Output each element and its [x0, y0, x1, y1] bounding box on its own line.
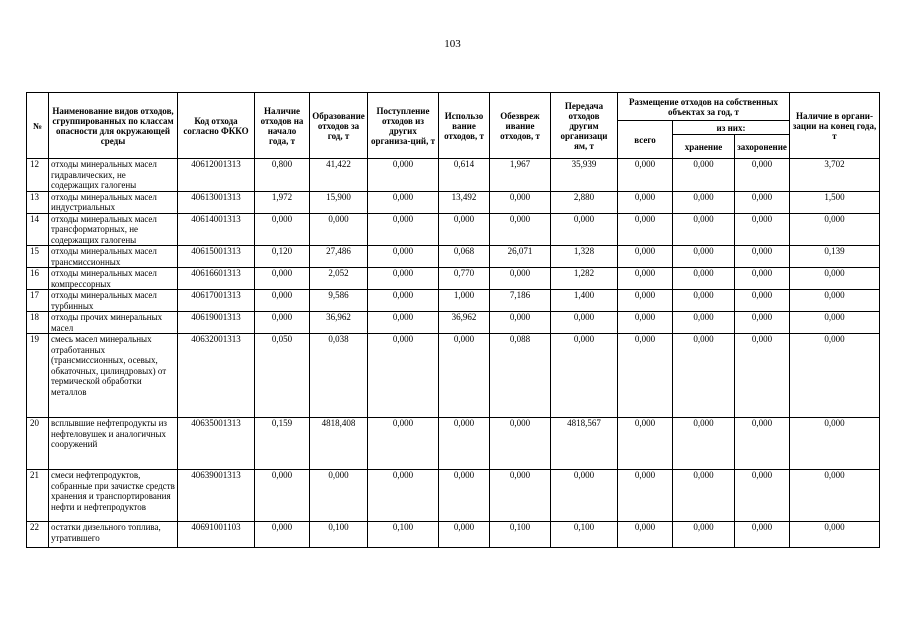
row-number: 13: [27, 191, 49, 213]
placement-total-value: 0,000: [618, 334, 673, 418]
waste-name: отходы минеральных масел гидравлических, не содержащих галогены: [49, 159, 178, 192]
fkko-code: 40616601313: [178, 268, 255, 290]
neutralized-value: 7,186: [490, 290, 551, 312]
end-value: 0,000: [790, 290, 880, 312]
end-value: 0,000: [790, 418, 880, 470]
row-number: 20: [27, 418, 49, 470]
used-value: 0,068: [439, 246, 490, 268]
received-value: 0,000: [368, 159, 439, 192]
waste-name: остатки дизельного топлива, утратившего: [49, 522, 178, 548]
transferred-value: 35,939: [551, 159, 618, 192]
start-value: 0,120: [255, 246, 310, 268]
storage-value: 0,000: [673, 522, 735, 548]
used-value: 13,492: [439, 191, 490, 213]
start-value: 0,000: [255, 213, 310, 246]
end-value: 3,702: [790, 159, 880, 192]
burial-value: 0,000: [735, 522, 790, 548]
storage-value: 0,000: [673, 312, 735, 334]
storage-value: 0,000: [673, 213, 735, 246]
page-number: 103: [444, 38, 461, 50]
burial-value: 0,000: [735, 159, 790, 192]
formed-value: 0,038: [310, 334, 368, 418]
neutralized-value: 0,000: [490, 213, 551, 246]
storage-value: 0,000: [673, 470, 735, 522]
burial-value: 0,000: [735, 470, 790, 522]
transferred-value: 1,282: [551, 268, 618, 290]
table-row: [27, 246, 880, 268]
formed-value: 0,100: [310, 522, 368, 548]
formed-value: 36,962: [310, 312, 368, 334]
table-row: [27, 191, 880, 213]
transferred-value: 0,000: [551, 312, 618, 334]
header-end: Наличие в органи-зации на конец года, т: [790, 93, 880, 159]
received-value: 0,000: [368, 191, 439, 213]
used-value: 1,000: [439, 290, 490, 312]
table-row: [27, 213, 880, 246]
row-number: 21: [27, 470, 49, 522]
header-no: №: [27, 93, 49, 159]
transferred-value: 4818,567: [551, 418, 618, 470]
header-of-which: из них:: [673, 121, 790, 135]
formed-value: 4818,408: [310, 418, 368, 470]
start-value: 0,050: [255, 334, 310, 418]
formed-value: 41,422: [310, 159, 368, 192]
storage-value: 0,000: [673, 191, 735, 213]
neutralized-value: 1,967: [490, 159, 551, 192]
received-value: 0,000: [368, 213, 439, 246]
fkko-code: 40632001313: [178, 334, 255, 418]
formed-value: 0,000: [310, 470, 368, 522]
start-value: 0,000: [255, 312, 310, 334]
received-value: 0,000: [368, 290, 439, 312]
neutralized-value: 0,000: [490, 418, 551, 470]
storage-value: 0,000: [673, 290, 735, 312]
header-burial: захоронение: [735, 135, 790, 159]
received-value: 0,100: [368, 522, 439, 548]
header-total: всего: [618, 121, 673, 159]
formed-value: 2,052: [310, 268, 368, 290]
used-value: 0,000: [439, 522, 490, 548]
used-value: 0,000: [439, 418, 490, 470]
row-number: 15: [27, 246, 49, 268]
waste-name: отходы прочих минеральных масел: [49, 312, 178, 334]
end-value: 0,139: [790, 246, 880, 268]
start-value: 0,000: [255, 268, 310, 290]
transferred-value: 1,328: [551, 246, 618, 268]
transferred-value: 1,400: [551, 290, 618, 312]
end-value: 0,000: [790, 522, 880, 548]
fkko-code: 40613001313: [178, 191, 255, 213]
storage-value: 0,000: [673, 159, 735, 192]
received-value: 0,000: [368, 268, 439, 290]
header-used: Использо вание отходов, т: [439, 93, 490, 159]
start-value: 0,159: [255, 418, 310, 470]
storage-value: 0,000: [673, 246, 735, 268]
neutralized-value: 0,000: [490, 312, 551, 334]
received-value: 0,000: [368, 312, 439, 334]
row-number: 18: [27, 312, 49, 334]
header-neutralized: Обезвреж ивание отходов, т: [490, 93, 551, 159]
waste-name: отходы минеральных масел трансформаторных, не содержащих галогены: [49, 213, 178, 246]
header-code: Код отхода согласно ФККО: [178, 93, 255, 159]
header-start: Наличие отходов на начало года, т: [255, 93, 310, 159]
waste-name: отходы минеральных масел трансмиссионных: [49, 246, 178, 268]
waste-name: отходы минеральных масел компрессорных: [49, 268, 178, 290]
neutralized-value: 0,000: [490, 268, 551, 290]
placement-total-value: 0,000: [618, 312, 673, 334]
end-value: 0,000: [790, 312, 880, 334]
waste-name: смеси нефтепродуктов, собранные при зачистке средств хранения и транспортирования нефти и нефтепродуктов: [49, 470, 178, 522]
start-value: 0,000: [255, 290, 310, 312]
table-row: [27, 418, 880, 470]
row-number: 12: [27, 159, 49, 192]
fkko-code: 40619001313: [178, 312, 255, 334]
placement-total-value: 0,000: [618, 246, 673, 268]
table-body: [27, 159, 880, 548]
neutralized-value: 0,000: [490, 191, 551, 213]
formed-value: 9,586: [310, 290, 368, 312]
formed-value: 0,000: [310, 213, 368, 246]
start-value: 0,000: [255, 522, 310, 548]
burial-value: 0,000: [735, 334, 790, 418]
burial-value: 0,000: [735, 213, 790, 246]
used-value: 0,770: [439, 268, 490, 290]
used-value: 0,000: [439, 470, 490, 522]
table-row: [27, 312, 880, 334]
used-value: 36,962: [439, 312, 490, 334]
transferred-value: 2,880: [551, 191, 618, 213]
start-value: 0,800: [255, 159, 310, 192]
table-row: [27, 470, 880, 522]
used-value: 0,000: [439, 213, 490, 246]
end-value: 0,000: [790, 334, 880, 418]
row-number: 14: [27, 213, 49, 246]
placement-total-value: 0,000: [618, 268, 673, 290]
start-value: 1,972: [255, 191, 310, 213]
row-number: 22: [27, 522, 49, 548]
storage-value: 0,000: [673, 334, 735, 418]
header-transferred: Передача отходов другим организаци ям, т: [551, 93, 618, 159]
storage-value: 0,000: [673, 268, 735, 290]
row-number: 16: [27, 268, 49, 290]
end-value: 0,000: [790, 213, 880, 246]
waste-name: смесь масел минеральных отработанных (трансмиссионных, осевых, обкаточных, цилиндровых) от термической обработки металлов: [49, 334, 178, 418]
transferred-value: 0,000: [551, 334, 618, 418]
table-row: [27, 522, 880, 548]
header-name: Наименование видов отходов, сгруппированных по классам опасности для окружающей среды: [49, 93, 178, 159]
neutralized-value: 26,071: [490, 246, 551, 268]
waste-table: [26, 92, 880, 548]
waste-name: всплывшие нефтепродукты из нефтеловушек и аналогичных сооружений: [49, 418, 178, 470]
header-formed: Образование отходов за год, т: [310, 93, 368, 159]
formed-value: 15,900: [310, 191, 368, 213]
fkko-code: 40617001313: [178, 290, 255, 312]
row-number: 17: [27, 290, 49, 312]
placement-total-value: 0,000: [618, 290, 673, 312]
neutralized-value: 0,100: [490, 522, 551, 548]
start-value: 0,000: [255, 470, 310, 522]
neutralized-value: 0,000: [490, 470, 551, 522]
received-value: 0,000: [368, 418, 439, 470]
transferred-value: 0,000: [551, 213, 618, 246]
burial-value: 0,000: [735, 268, 790, 290]
transferred-value: 0,100: [551, 522, 618, 548]
fkko-code: 40612001313: [178, 159, 255, 192]
header-storage: хранение: [673, 135, 735, 159]
waste-name: отходы минеральных масел индустриальных: [49, 191, 178, 213]
neutralized-value: 0,088: [490, 334, 551, 418]
placement-total-value: 0,000: [618, 470, 673, 522]
end-value: 0,000: [790, 470, 880, 522]
fkko-code: 40639001313: [178, 470, 255, 522]
table-row: [27, 268, 880, 290]
received-value: 0,000: [368, 334, 439, 418]
placement-total-value: 0,000: [618, 159, 673, 192]
table-row: [27, 334, 880, 418]
row-number: 19: [27, 334, 49, 418]
placement-total-value: 0,000: [618, 213, 673, 246]
burial-value: 0,000: [735, 312, 790, 334]
fkko-code: 40614001313: [178, 213, 255, 246]
fkko-code: 40635001313: [178, 418, 255, 470]
burial-value: 0,000: [735, 246, 790, 268]
burial-value: 0,000: [735, 191, 790, 213]
waste-name: отходы минеральных масел турбинных: [49, 290, 178, 312]
received-value: 0,000: [368, 470, 439, 522]
placement-total-value: 0,000: [618, 191, 673, 213]
used-value: 0,000: [439, 334, 490, 418]
received-value: 0,000: [368, 246, 439, 268]
header-received: Поступление отходов из других организа-ций, т: [368, 93, 439, 159]
transferred-value: 0,000: [551, 470, 618, 522]
table-row: [27, 159, 880, 192]
burial-value: 0,000: [735, 290, 790, 312]
end-value: 0,000: [790, 268, 880, 290]
placement-total-value: 0,000: [618, 522, 673, 548]
formed-value: 27,486: [310, 246, 368, 268]
header-placement: Размещение отходов на собственных объектах за год, т: [618, 93, 790, 121]
table-row: [27, 290, 880, 312]
burial-value: 0,000: [735, 418, 790, 470]
placement-total-value: 0,000: [618, 418, 673, 470]
end-value: 1,500: [790, 191, 880, 213]
used-value: 0,614: [439, 159, 490, 192]
fkko-code: 40691001103: [178, 522, 255, 548]
storage-value: 0,000: [673, 418, 735, 470]
fkko-code: 40615001313: [178, 246, 255, 268]
